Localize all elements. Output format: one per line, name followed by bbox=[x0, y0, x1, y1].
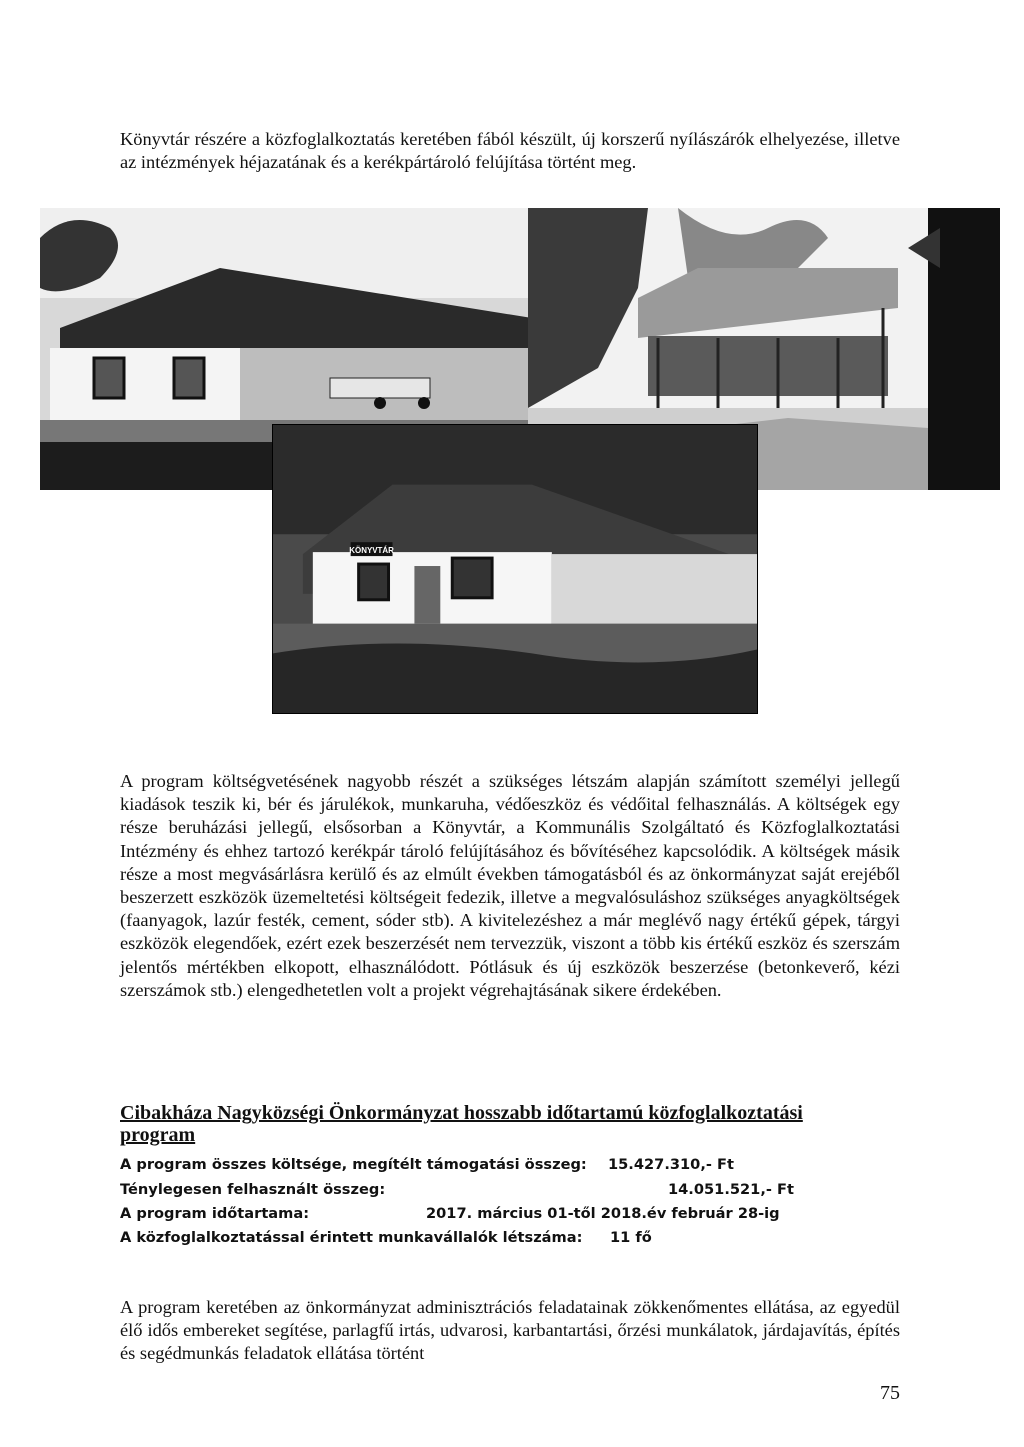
info-row-headcount bbox=[120, 1228, 652, 1248]
info-row-duration bbox=[120, 1204, 780, 1224]
photo-library-building bbox=[272, 424, 758, 714]
info-value: 11 fő bbox=[610, 1229, 652, 1246]
info-value: 2017. március 01-től 2018.év február 28-ig bbox=[426, 1205, 780, 1222]
info-value: 14.051.521,- Ft bbox=[668, 1181, 794, 1198]
info-label: A program összes költsége, megítélt támogatási összeg: bbox=[120, 1156, 587, 1173]
costs-paragraph: A program költségvetésének nagyobb részét a szükséges létszám alapján számított személyi jellegű kiadások teszik ki, bér és járulékok, munkaruha, védőeszköz és védőital felhasználás. A költségek egy része beruházási jellegű, elsősorban a Könyvtár, a Kommunális Szolgáltató és Közfoglalkoztatási Intézmény és ehhez tartozó kerékpár tároló felújításához és bővítéséhez kapcsolódik. A költségek másik része a most megvásárlásra kerülő és az elmúlt években támogatásból és az önkormányzat saját erejéből beszerzett eszközök üzemeltetési költségeit fedezik, illetve a megvalósuláshoz szükséges anyagköltségek (faanyagok, lazúr festék, cement, sóder stb). A kivitelezéshez a már meglévő nagy értékű gépek, tárgyi eszközök elegendőek, ezért ezek beszerzését nem tervezzük, viszont a több kis értékű eszköz és szerszám jelentős mértékben elkopott, elhasználódott. Pótlásuk és új eszközök beszerzése (betonkeverő, kézi szerszámok stb.) elengedhetetlen volt a projekt végrehajtásának sikere érdekében. bbox=[120, 771, 900, 1000]
info-label: A program időtartama: bbox=[120, 1205, 310, 1222]
page-number: 75 bbox=[880, 1382, 900, 1404]
info-label: A közfoglalkoztatással érintett munkavállalók létszáma: bbox=[120, 1229, 583, 1246]
program-heading: Cibakháza Nagyközségi Önkormányzat hosszabb időtartamú közfoglalkoztatási program bbox=[120, 1102, 803, 1146]
info-row-total-cost bbox=[120, 1155, 734, 1175]
info-label: Ténylegesen felhasznált összeg: bbox=[120, 1181, 386, 1198]
intro-paragraph: Könyvtár részére a közfoglalkoztatás keretében fából készült, új korszerű nyílászárók elhelyezése, illetve az intézmények héjazatának és a kerékpártároló felújítása történt meg. bbox=[120, 129, 900, 173]
info-value: 15.427.310,- Ft bbox=[608, 1156, 734, 1173]
library-sign: KÖNYVTÁR bbox=[349, 546, 394, 556]
tasks-paragraph: A program keretében az önkormányzat adminisztrációs feladatainak zökkenőmentes ellátása, az egyedül élő idős embereket segítése, parlagfű irtás, udvarosi, karbantartási, őrzési munkálatok, járdajavítás, építés és segédmunkás feladatok ellátása történt bbox=[120, 1297, 900, 1364]
info-row-used-amount bbox=[120, 1180, 794, 1200]
